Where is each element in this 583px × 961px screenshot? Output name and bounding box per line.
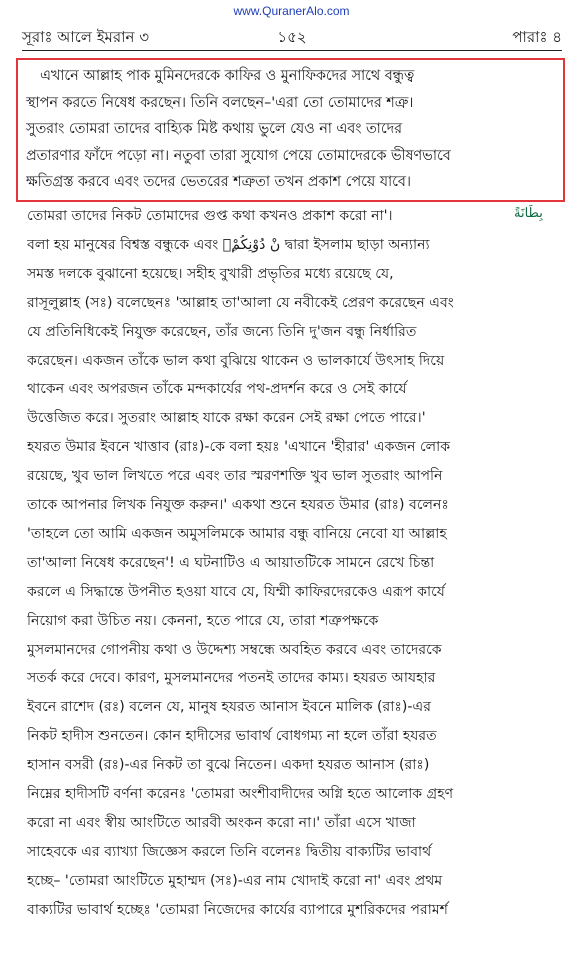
page-header <box>22 22 562 51</box>
text-line: নিম্নের হাদীসটি বর্ণনা করেনঃ 'তোমরা অংশীবাদীদের অগ্নি হতে আলোক গ্রহণ <box>27 786 454 802</box>
arabic-word: بِطَانَةً <box>514 206 543 221</box>
text-line: ইবনে রাশেদ (রঃ) বলেন যে, মানুষ হযরত আনাস ইবনে মালিক (রাঃ)-এর <box>27 699 431 716</box>
text-line: করলে এ সিদ্ধান্তে উপনীত হওয়া যাবে যে, যিম্মী কাফিরদেরকেও এরূপ কার্যে <box>27 583 445 600</box>
website-url: www.QuranerAlo.com <box>233 4 350 18</box>
text-line: রয়েছে, খুব ভাল লিখতে পরে এবং তার স্মরণশক্তি খুব ভাল সুতরাং আপনি <box>27 468 443 485</box>
text-line: নিকট হাদীস শুনতেন। কোন হাদীসের ভাবার্থ বোধগম্য না হলে তাঁরা হযরত <box>27 728 437 745</box>
text-line: হচ্ছে– 'তোমরা আংটিতে মুহাম্মদ (সঃ)-এর নাম খোদাই করো না' এবং প্রথম <box>27 872 443 889</box>
text-line: সতর্ক করে দেবে। কারণ, মুসলমানদের পতনই তাদের কাম্য। হযরত আযহার <box>27 670 436 687</box>
text-line: রাসূলুল্লাহ (সঃ) বলেছেনঃ 'আল্লাহ তা'আলা যে নবীকেই প্রেরণ করেছেন এবং <box>27 294 454 311</box>
text-line: সমস্ত দলকে বুঝানো হয়েছে। সহীহ বুখারী প্রভৃতির মধ্যে রয়েছে যে, <box>27 265 394 282</box>
highlight-line: স্থাপন করতে নিষেধ করছেন। তিনি বলছেন–'এরা তো তোমাদের শত্রু। <box>26 94 414 111</box>
text-line: করেছেন। একজন তাঁকে ভাল কথা বুঝিয়ে থাকেন ও ভালকার্যে উৎসাহ দিয়ে <box>27 352 445 369</box>
text-line: করো না এবং স্বীয় আংটিতে আরবী অংকন করো না।' তাঁরা এসে খাজা <box>27 814 416 831</box>
highlight-line: প্রতারণার ফাঁদে পড়ো না। নতুবা তারা সুযোগ পেয়ে তোমাদেরকে ভীষণভাবে <box>26 147 451 164</box>
text-line: হাসান বসরী (রঃ)-এর নিকট তা বুঝে নিতেন। একদা হযরত আনাস (রাঃ) <box>27 757 430 774</box>
page-number: ১৫২ <box>277 28 307 46</box>
para-number: পারাঃ ৪ <box>512 28 562 46</box>
surah-name: সূরাঃ আলে ইমরান ৩ <box>22 28 149 46</box>
text-line: 'তাহলে তো আমি একজন অমুসলিমকে আমার বন্ধু বানিয়ে নেবো যা আল্লাহ <box>27 525 447 542</box>
text-line: তোমরা তাদের নিকট তোমাদের গুপ্ত কথা কখনও প্রকাশ করো না'। <box>27 208 393 224</box>
text-line: বাক্যটির ভাবার্থ হচ্ছেঃ 'তোমরা নিজেদের কার্যের ব্যাপারে মুশরিকদের পরামর্শ <box>27 901 448 918</box>
text-line: যে প্রতিনিধিকেই নিযুক্ত করেছেন, তাঁর জন্যে তিনি দু'জন বন্ধু নির্ধারিত <box>27 323 417 340</box>
text-line: নিয়োগ করা উচিত নয়। কেননা, হতে পারে যে, তারা শত্রুপক্ষকে <box>27 612 379 629</box>
text-line: হযরত উমার ইবনে খাত্তাব (রাঃ)-কে বলা হয়ঃ 'এখানে 'হীরার' একজন লোক <box>27 439 451 456</box>
text-line: তা'আলা নিষেধ করেছেন'! এ ঘটনাটিও এ আয়াতটিকে সামনে রেখে চিন্তা <box>27 554 435 571</box>
text-line: মুসলমানদের গোপনীয় কথা ও উদ্দেশ্য সম্বন্ধে অবহিত করবে এবং তাদেরকে <box>27 641 442 658</box>
highlight-line: সুতরাং তোমরা তাদের বাহ্যিক মিষ্ট কথায় ভুলে যেও না এবং তাদের <box>26 121 402 137</box>
text-line: উত্তেজিত করে। সুতরাং আল্লাহ যাকে রক্ষা করেন সেই রক্ষা পেতে পারে।' <box>27 410 426 427</box>
text-line: থাকেন এবং অপরজন তাঁকে মন্দকার্যের পথ-প্রদর্শন করে ও সেই কার্যে <box>27 381 407 398</box>
highlight-line: ক্ষতিগ্রস্ত করবে এবং তদের ভেতরের শত্রুতা তখন প্রকাশ পেয়ে যাবে। <box>26 174 411 190</box>
text-line: বলা হয় মানুষের বিশ্বস্ত বন্ধুকে এবং মِنْ دُوْنِكُمْ দ্বারা ইসলাম ছাড়া অন্যান্য <box>27 236 430 253</box>
text-line: তাকে আপনার লিখক নিযুক্ত করুন।' একথা শুনে হযরত উমার (রাঃ) বলেনঃ <box>27 497 449 513</box>
text-line: সাহেবকে এর ব্যাখ্যা জিজ্ঞেস করলে তিনি বলেনঃ দ্বিতীয় বাক্যটির ভাবার্থ <box>27 843 432 860</box>
highlight-line: এখানে আল্লাহ পাক মুমিনদেরকে কাফির ও মুনাফিকদের সাথে বন্ধুত্ব <box>40 68 415 84</box>
